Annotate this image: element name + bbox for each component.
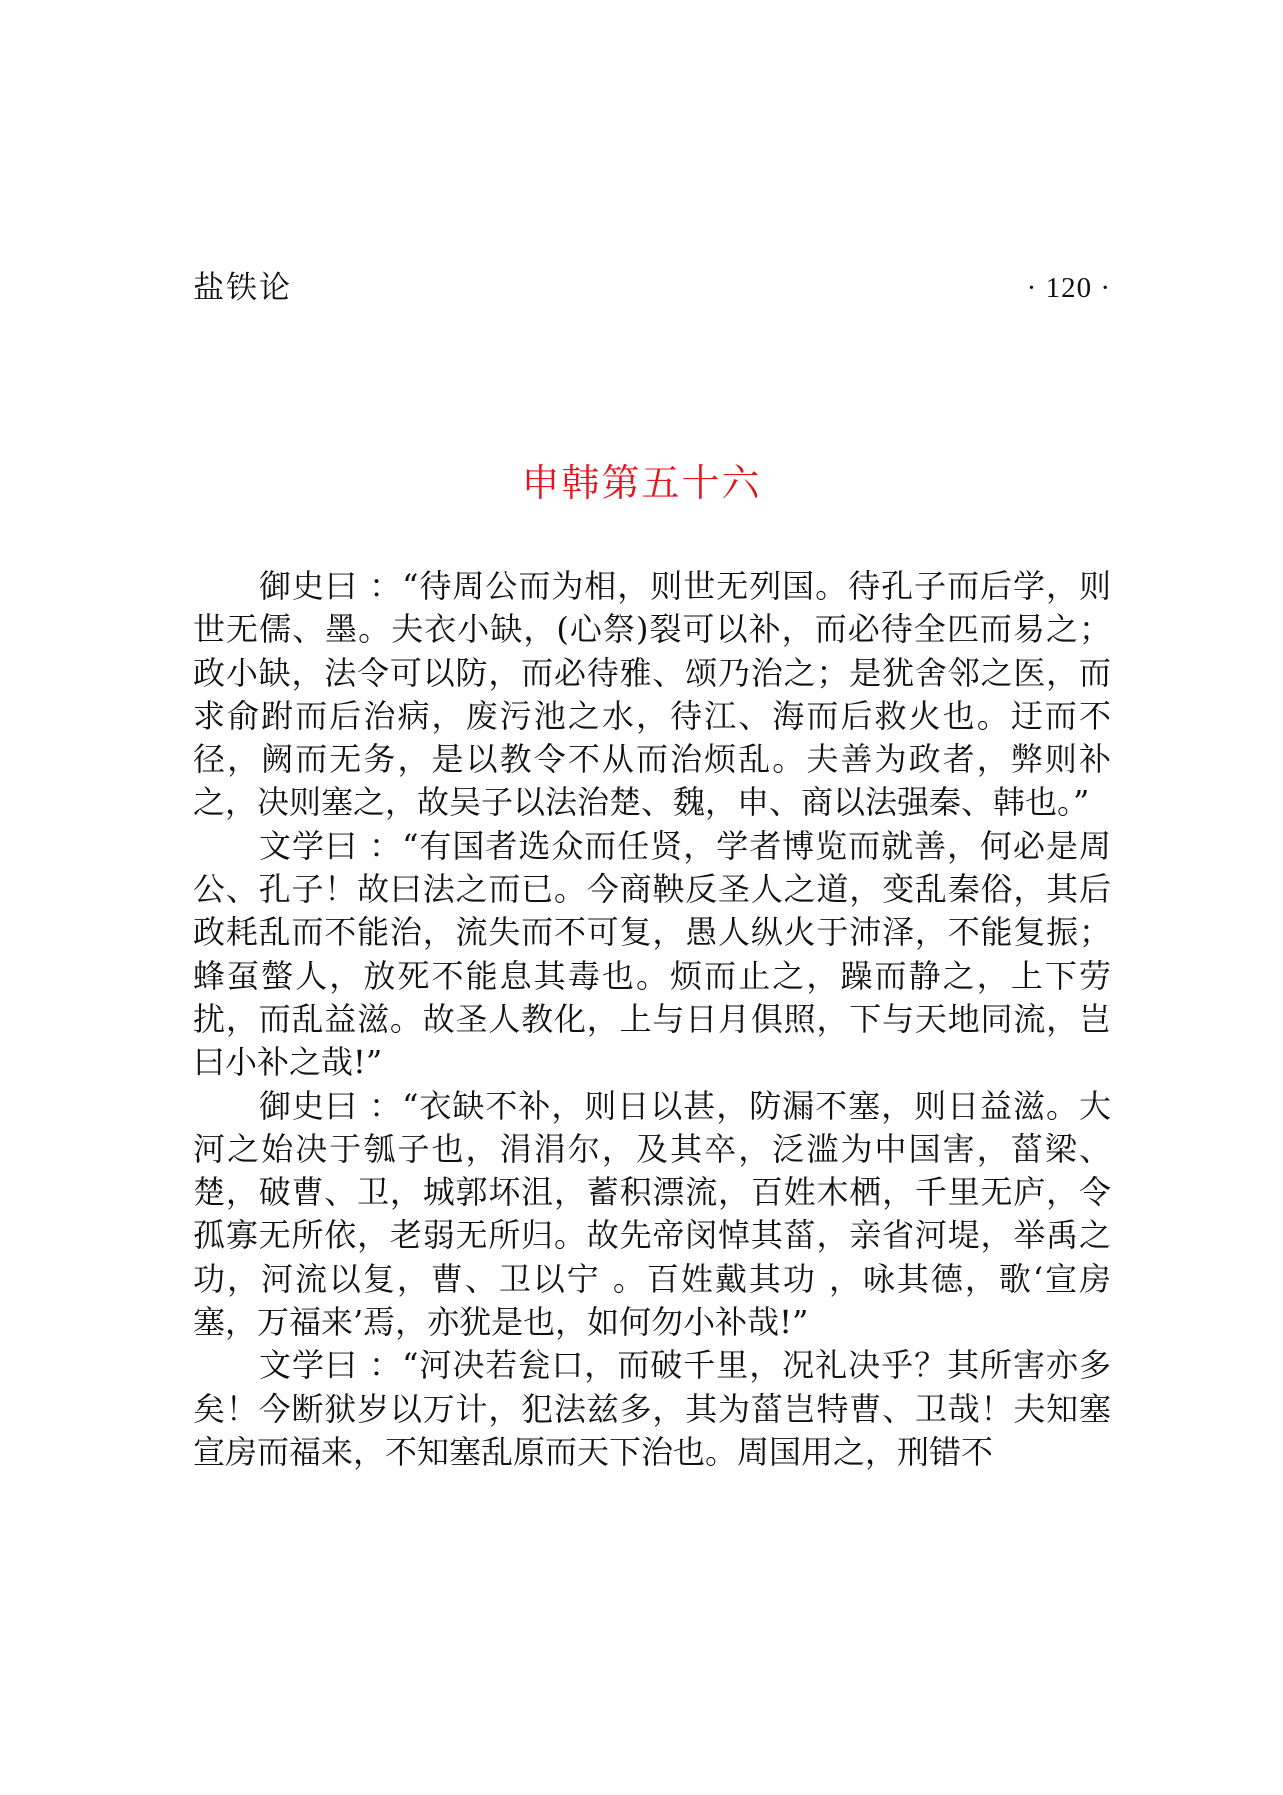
running-header-title: 盐铁论 (193, 270, 292, 306)
page-number: · 120 · (1026, 272, 1111, 304)
paragraph-2: 文学曰 ：“有国者选众而任贤，学者博览而就善，何必是周公、孔子！故曰法之而已。今商鞅反圣人之道，变乱秦俗，其后政耗乱而不能治，流失而不可复，愚人纵火于沛泽，不能复振；蜂虿螫人，放死不能息其毒也。烦而止之，躁而静之，上下劳扰，而乱益滋。故圣人教化，上与日月俱照，下与天地同流，岂曰小补之哉!” (193, 826, 1111, 1082)
body-text (193, 565, 1111, 1474)
paragraph-4: 文学曰 ：“河决若瓮口，而破千里，况礼决乎？其所害亦多矣！今断狱岁以万计，犯法兹多，其为菑岂特曹、卫哉！夫知塞宣房而福来，不知塞乱原而天下治也。周国用之，刑错不 (193, 1346, 1111, 1471)
chapter-title: 申韩第五十六 (521, 461, 762, 505)
paragraph-3: 御史曰 ：“衣缺不补，则日以甚，防漏不塞，则日益滋。大河之始决于瓠子也，涓涓尔，及其卒，泛滥为中国害，菑梁、楚，破曹、卫，城郭坏沮，蓄积漂流，百姓木栖，千里无庐，令孤寡无所依，老弱无所归。故先帝闵悼其菑，亲省河堤，举禹之功，河流以复，曹、卫以宁 。百姓戴其功 ，咏其德，歌‘宣房塞，万福来’焉，亦犹是也，如何勿小补哉!” (193, 1086, 1111, 1342)
paragraph-1: 御史曰 ：“待周公而为相，则世无列国。待孔子而后学，则世无儒、墨。夫衣小缺，(心祭)裂可以补，而必待全匹而易之；政小缺，法令可以防，而必待雅、颂乃治之；是犹舍邻之医，而求俞跗而后治病，废污池之水，待江、海而后救火也。迂而不径，阙而无务，是以教令不从而治烦乱。夫善为政者，弊则补之，决则塞之，故吴子以法治楚、魏，申、商以法强秦、韩也。” (193, 567, 1111, 822)
